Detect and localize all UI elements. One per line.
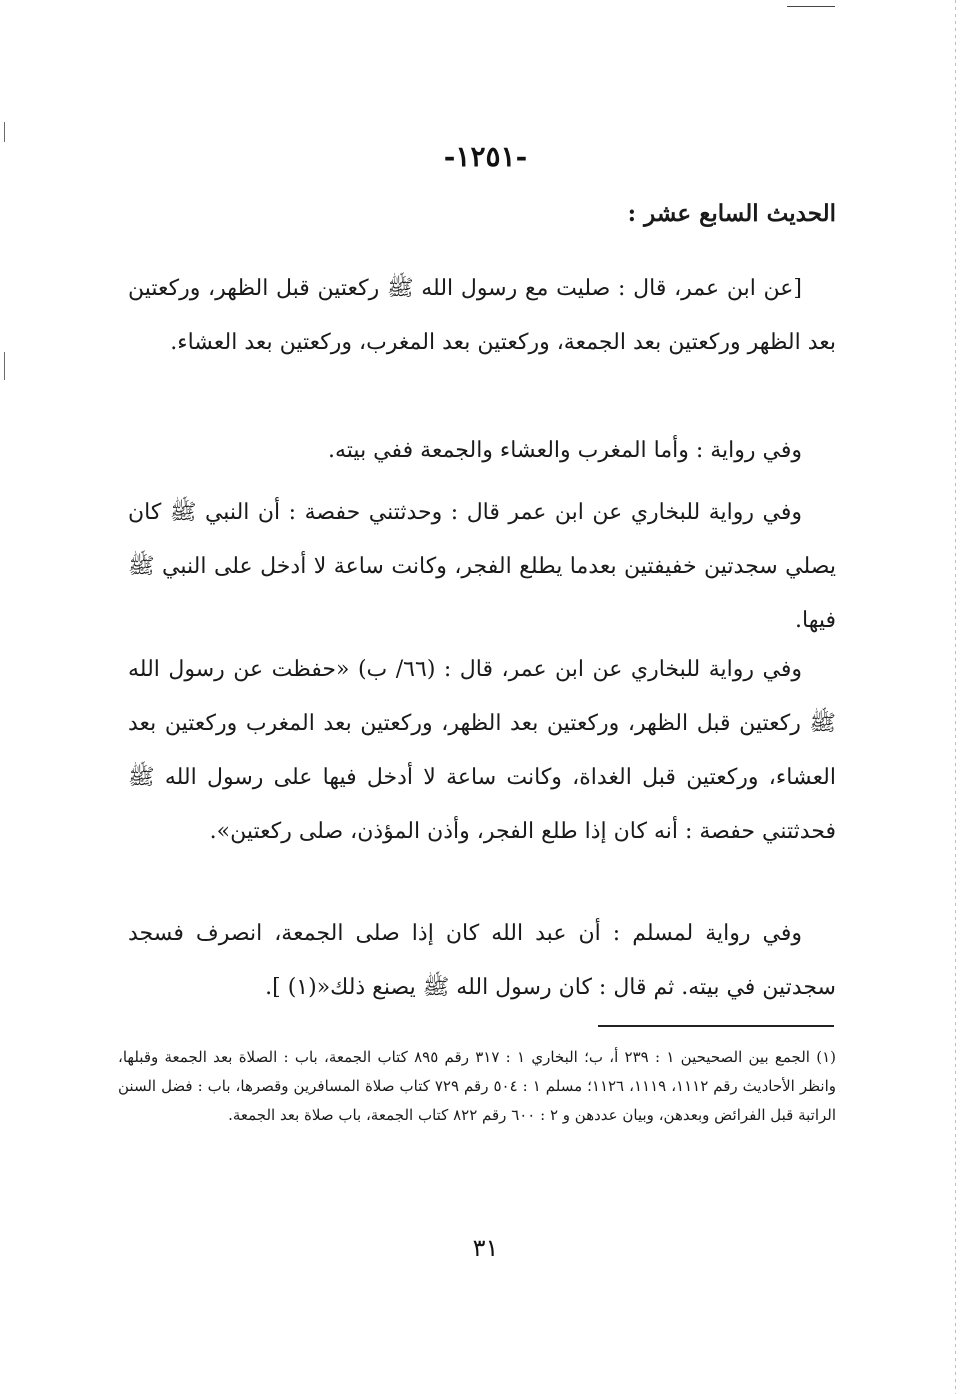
scan-mark-top (4, 122, 5, 142)
section-heading: الحديث السابع عشر : (627, 200, 836, 227)
hadith-paragraph-3: وفي رواية للبخاري عن ابن عمر قال : وحدثتني حفصة : أن النبي ﷺ كان يصلي سجدتين خفيفتين بعدما يطلع الفجر، وكانت ساعة لا أدخل على النبي ﷺ فيها. (128, 500, 836, 633)
footnote-separator (598, 1025, 834, 1027)
scan-mark-middle (4, 352, 5, 380)
hadith-paragraph-1: [عن ابن عمر، قال : صليت مع رسول الله ﷺ ركعتين قبل الظهر، وركعتين بعد الظهر وركعتين بعد الجمعة، وركعتين بعد المغرب، وركعتين بعد العشاء. (128, 276, 836, 355)
hadith-paragraph-2: وفي رواية : وأما المغرب والعشاء والجمعة ففي بيته. (328, 438, 802, 463)
scan-right-edge (955, 0, 956, 1394)
top-edge-rule (787, 6, 835, 7)
hadith-paragraph-5: وفي رواية لمسلم : أن عبد الله كان إذا صلى الجمعة، انصرف فسجد سجدتين في بيته. ثم قال : كان رسول الله ﷺ يصنع ذلك«(١) ]. (128, 921, 836, 1000)
header-page-number: -١٢٥١- (443, 140, 528, 173)
footnote-text: (١) الجمع بين الصحيحين ١ : ٢٣٩ أ، ب؛ البخاري ١ : ٣١٧ رقم ٨٩٥ كتاب الجمعة، باب : الصلاة بعد الجمعة وقبلها، وانظر الأحاديث رقم ١١١٢، ١١١٩، ١١٢٦؛ مسلم ١ : ٥٠٤ رقم ٧٢٩ كتاب صلاة المسافرين وقصرها، باب : فضل السنن الراتبة قبل الفرائض وبعدهن، وبيان عددهن و ٢ : ٦٠٠ رقم ٨٢٢ كتاب الجمعة، باب صلاة بعد الجمعة. (118, 1048, 837, 1124)
footer-page-number: ٣١ (472, 1234, 499, 1262)
hadith-paragraph-4: وفي رواية للبخاري عن ابن عمر، قال : (٦٦/ ب) «حفظت عن رسول الله ﷺ ركعتين قبل الظهر، وركعتين بعد الظهر، وركعتين بعد المغرب وركعتين بعد العشاء، وركعتين قبل الغداة، وكانت ساعة لا أدخل فيها على رسول الله ﷺ فحدثتني حفصة : أنه كان إذا طلع الفجر، وأذن المؤذن، صلى ركعتين». (128, 657, 836, 844)
